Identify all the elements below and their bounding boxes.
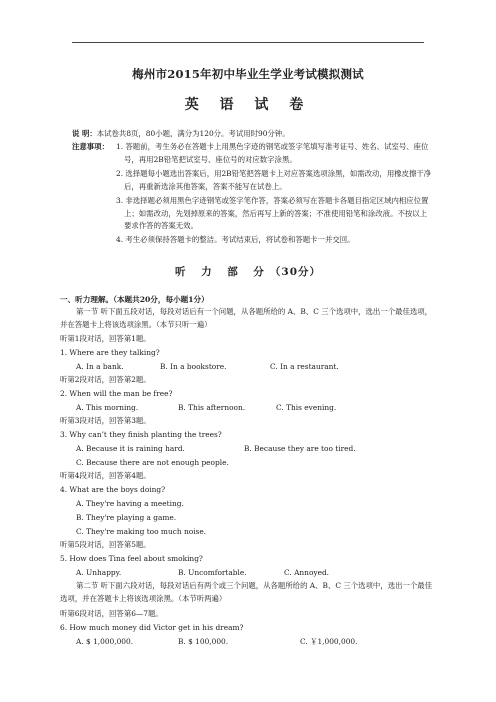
notes-label-text: 注意事项： xyxy=(72,142,109,151)
option: C. Because there are not enough people. xyxy=(76,458,229,467)
listen-prompt: 听第4段对话，回答第4题。 xyxy=(60,471,151,480)
listen-prompt: 听第1段对话，回答第1题。 xyxy=(60,334,151,343)
option: B. This afternoon. xyxy=(178,403,246,412)
option: B. In a bookstore. xyxy=(160,362,227,371)
option: C. This evening. xyxy=(276,403,337,412)
option: C. In a restaurant. xyxy=(270,362,339,371)
note-item: 4. 考生必须保持答题卡的整洁。考试结束后，将试卷和答题卡一并交回。 xyxy=(116,235,355,244)
question: 1. Where are they talking? xyxy=(60,348,160,357)
question: 2. When will the man be free? xyxy=(60,389,173,398)
question: 4. What are the boys doing? xyxy=(60,485,166,494)
intro-line xyxy=(72,128,442,141)
exam-title: 梅州市2015年初中毕业生学业考试模拟测试 xyxy=(132,67,364,81)
intro-label: 说 明： xyxy=(72,129,97,138)
option: A. This morning. xyxy=(76,403,139,412)
option: A. Because it is raining hard. xyxy=(76,444,185,453)
question: 6. How much money did Victor get in his dream? xyxy=(60,623,244,632)
top-rule xyxy=(72,42,424,43)
option: A. They're having a meeting. xyxy=(76,499,184,508)
section-score: （30分） xyxy=(269,266,322,278)
note-item: 2. 选择题每小题选出答案后，用2B铅笔把答题卡上对应答案选项涂黑，如需改动，用橡皮擦干净后，再重新选涂其他答案，答案不能写在试卷上。 xyxy=(116,169,432,191)
note-item: 3. 非选择题必须用黑色字迹钢笔或签字笔作答，答案必须写在答题卡各题目指定区域内相应位置上；如需改动，先划掉原来的答案，然后再写上新的答案；不准使用铅笔和涂改液。不按以上要求作答的答案无效。 xyxy=(116,196,429,230)
listen-prompt: 听第5段对话，回答第5题。 xyxy=(60,540,151,549)
part1-heading: 一、听力理解。（本题共20分，每小题1分） xyxy=(60,295,209,304)
section-heading xyxy=(0,264,496,279)
listen-prompt: 听第3段对话，回答第3题。 xyxy=(60,416,151,425)
note-item: 1. 答题前，考生务必在答题卡上用黑色字迹的钢笔或签字笔填写准考证号、姓名、试室号、座位号，再用2B铅笔把试室号、座位号的对应数字涂黑。 xyxy=(116,142,429,164)
exam-subtitle: 英 语 试 卷 xyxy=(184,97,312,113)
option: B. $ 100,000. xyxy=(178,637,229,646)
option: C. They're making too much noise. xyxy=(76,527,207,536)
option: B. Uncomfortable. xyxy=(178,568,247,577)
option: A. $ 1,000,000. xyxy=(76,637,134,646)
intro-text: 本试卷共8页，80小题，满分为120分。考试用时90分钟。 xyxy=(96,129,290,138)
part1-instructions: 第一节 听下面五段对话，每段对话后有一个问题，从各题所给的 A、B、C 三个选项中，选出一个最佳选项，并在答题卡上将该选项涂黑。（本节只听一遍） xyxy=(60,307,433,329)
option: C. Annoyed. xyxy=(284,568,330,577)
listen-prompt: 听第2段对话，回答第2题。 xyxy=(60,375,151,384)
question: 3. Why can’t they finish planting the trees? xyxy=(60,430,222,439)
option: B. They're playing a game. xyxy=(76,513,177,522)
listen-prompt: 听第6段对话，回答第6—7题。 xyxy=(60,609,163,618)
option: A. In a bank. xyxy=(76,362,124,371)
question: 5. How does Tina feel about smoking? xyxy=(60,554,203,563)
option: B. Because they are too tired. xyxy=(244,444,356,453)
option: A. Unhappy. xyxy=(76,568,122,577)
option: C. ￥1,000,000. xyxy=(300,637,358,646)
section-name: 听 力 部 分 xyxy=(174,266,270,278)
part2-instructions: 第二节 听下面六段对话，每段对话后有两个或三个问题，从各题所给的 A、B、C 三个选项中，选出一个最佳选项，并在答题卡上将该选项涂黑。（本节听两遍） xyxy=(60,581,433,603)
